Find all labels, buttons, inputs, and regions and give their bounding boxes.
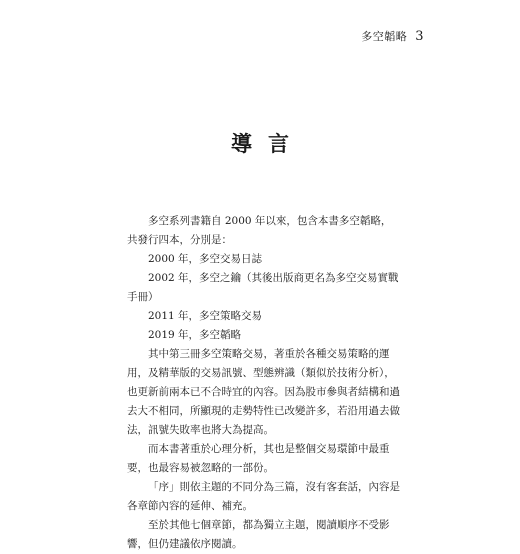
- book-list-item: 2019 年，多空韜略: [148, 329, 242, 341]
- chapter-title: 導言: [231, 131, 305, 156]
- paragraph: 而本書著重於心理分析，其也是整個交易環節中最重要，也最容易被忽略的一部份。: [127, 443, 390, 474]
- paragraph: 多空系列書籍自 2000 年以來，包含本書多空韜略，共發行四本，分別是：: [127, 215, 392, 246]
- running-header: [361, 28, 424, 44]
- book-list-item: 2000 年，多空交易日誌: [148, 253, 263, 265]
- book-list-item: 2011 年，多空策略交易: [148, 310, 263, 322]
- page-number: 3: [415, 29, 424, 44]
- running-title: 多空韜略: [361, 30, 408, 43]
- paragraph: 「序」則依主題的不同分為三篇，沒有客套話，內容是各章節內容的延伸、補充。: [127, 481, 400, 512]
- paragraph: 其中第三冊多空策略交易，著重於各種交易策略的運用，及精華版的交易訊號、型態辨識（類似於技術分析），也更新前兩本已不合時宜的內容。因為股市參與者結構和過去大不相同，所顯現的走勢特性已改變許多，若沿用過去做法，訊號失敗率也將大為提高。: [127, 348, 400, 436]
- paragraph: 至於其他七個章節，都為獨立主題，閱讀順序不受影響，但仍建議依序閱讀。: [127, 519, 390, 550]
- book-list-item: 2002 年，多空之鑰（其後出版商更名為多空交易實戰手冊）: [127, 272, 399, 303]
- body-text: [127, 212, 401, 554]
